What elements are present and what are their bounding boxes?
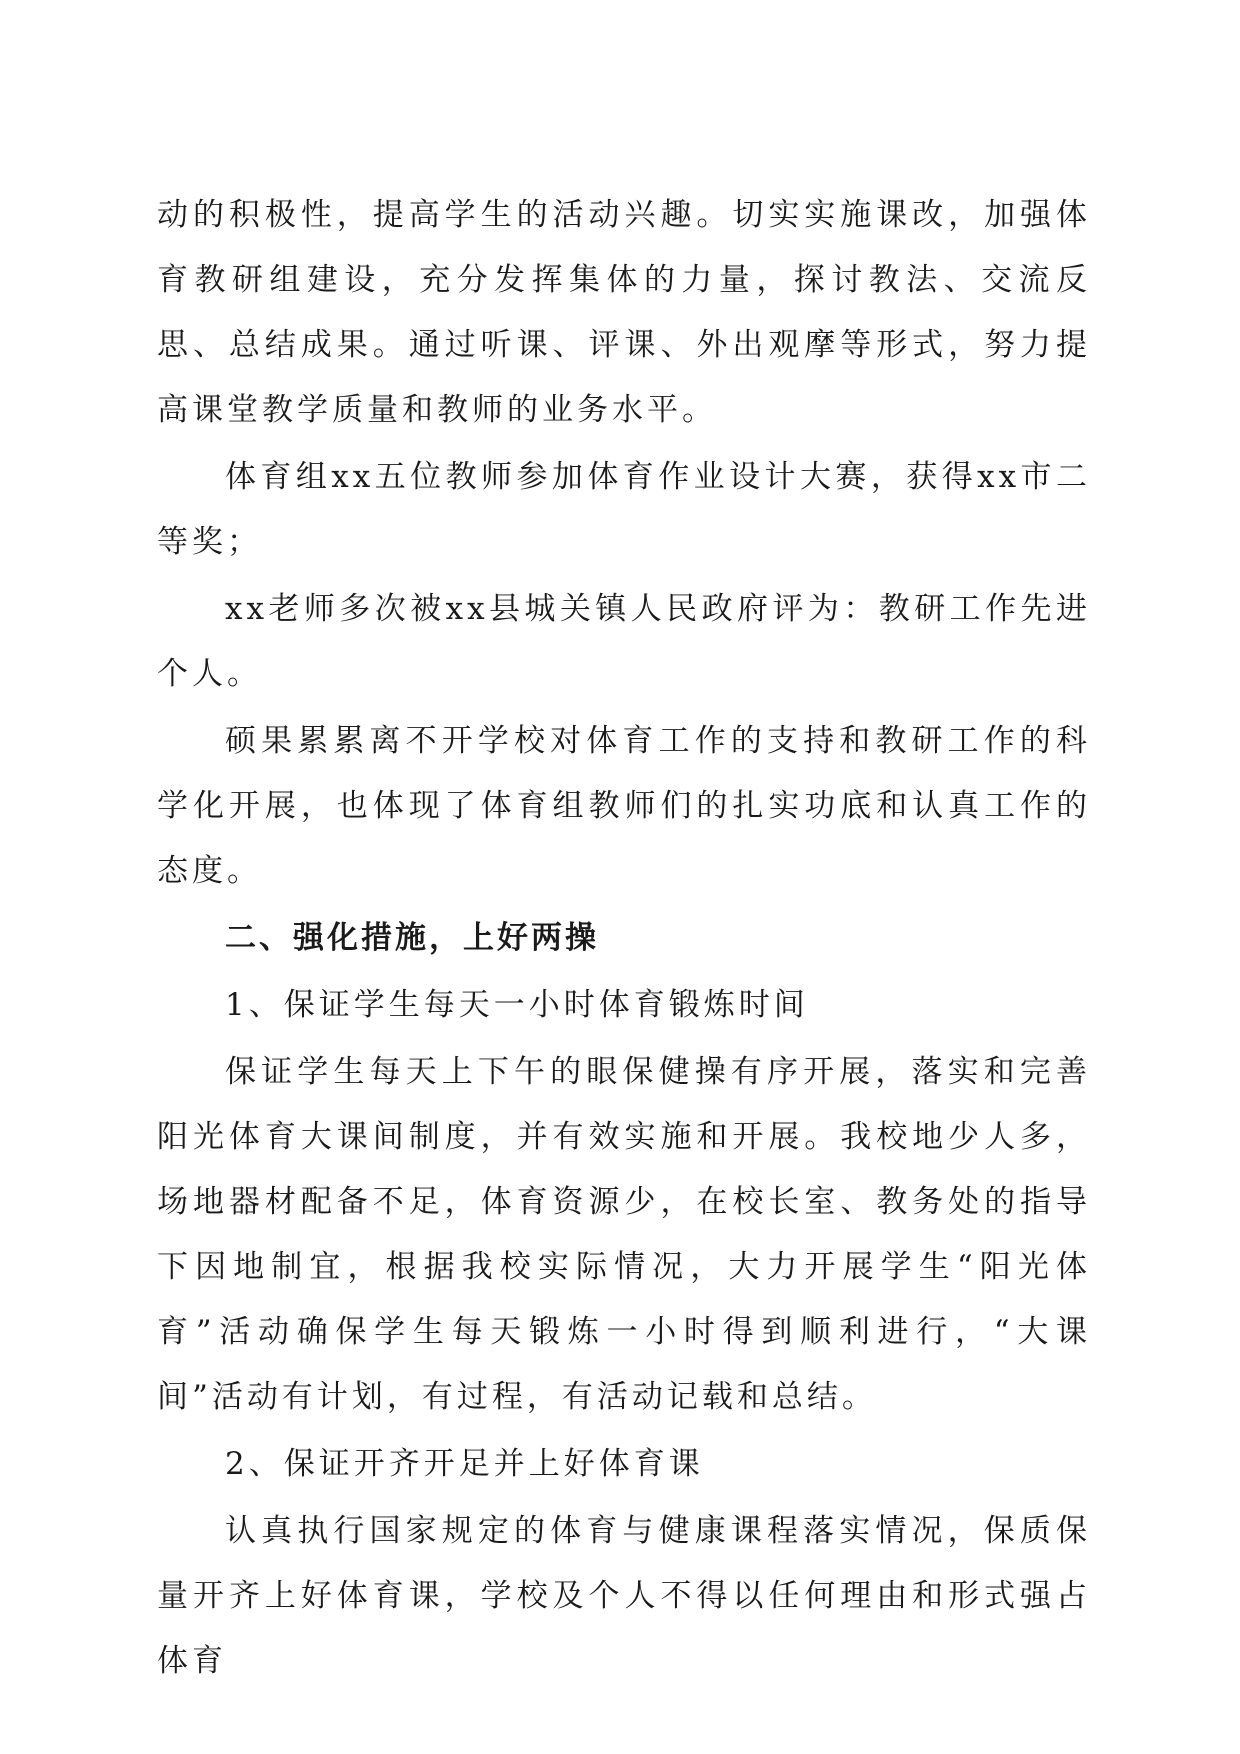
- paragraph-advanced-individual: xx老师多次被xx县城关镇人民政府评为：教研工作先进个人。: [157, 591, 1091, 692]
- paragraph-daily-exercise: 保证学生每天上下午的眼保健操有序开展，落实和完善阳光体育大课间制度，并有效实施和开展。我校地少人多，场地器材配备不足，体育资源少，在校长室、教务处的指导下因地制宜，根据我校实际情况，大力开展学生“阳光体育”活动确保学生每天锻炼一小时得到顺利进行，“大课间”活动有计划，有过程，有活动记载和总结。: [157, 1054, 1091, 1415]
- document-body: [157, 183, 1091, 1694]
- subsection-heading-1: 1、保证学生每天一小时体育锻炼时间: [225, 987, 809, 1023]
- section-heading: 二、强化措施，上好两操: [225, 920, 599, 956]
- subsection-heading-2: 2、保证开齐开足并上好体育课: [225, 1446, 704, 1482]
- paragraph-pe-classes: 认真执行国家规定的体育与健康课程落实情况，保质保量开齐上好体育课，学校及个人不得以任何理由和形式强占体育: [157, 1513, 1091, 1679]
- paragraph-award-design-contest: 体育组xx五位教师参加体育作业设计大赛，获得xx市二等奖；: [157, 459, 1091, 560]
- paragraph-continuation: 动的积极性，提高学生的活动兴趣。切实实施课改，加强体育教研组建设，充分发挥集体的力量，探讨教法、交流反思、总结成果。通过听课、评课、外出观摩等形式，努力提高课堂教学质量和教师的业务水平。: [157, 197, 1091, 428]
- paragraph-achievements: 硕果累累离不开学校对体育工作的支持和教研工作的科学化开展，也体现了体育组教师们的扎实功底和认真工作的态度。: [157, 723, 1091, 889]
